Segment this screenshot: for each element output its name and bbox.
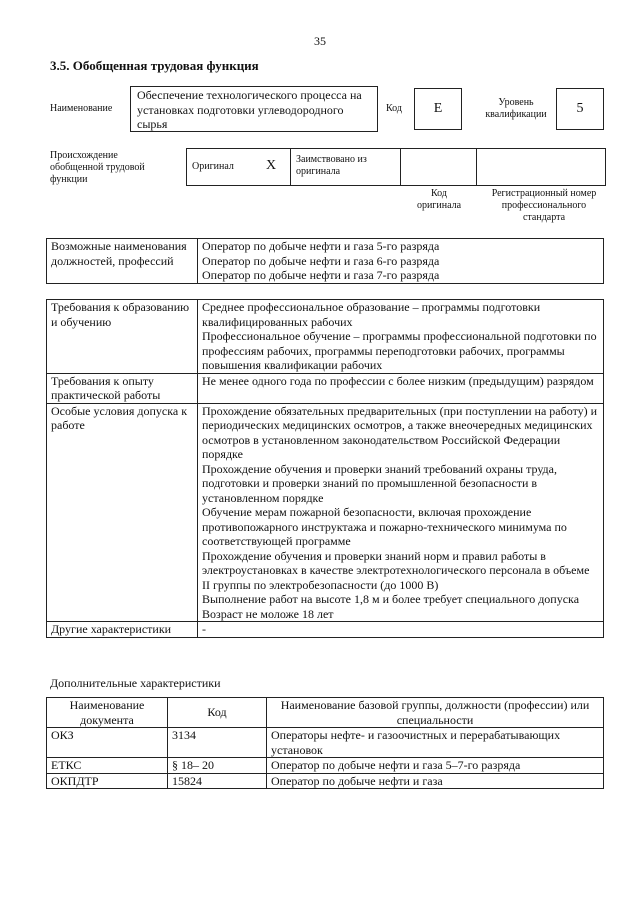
req-value-experience: Не менее одного года по профессии с более низким (предыдущим) разрядом — [198, 373, 604, 403]
req-value-other: - — [198, 622, 604, 638]
reg-number-label: Регистрационный номер профессионального стандарта — [491, 188, 597, 223]
cell-document: ОКПДТР — [47, 773, 168, 789]
requirements-table — [46, 299, 604, 638]
function-name: Обеспечение технологического процесса на установках подготовки углеводородного сырья — [137, 88, 362, 131]
page-number: 35 — [314, 34, 326, 48]
level-label: Уровень квалификации — [485, 97, 547, 120]
cell-name: Операторы нефте- и газоочистных и перерабатывающих установок — [267, 728, 604, 758]
req-value-admission: Прохождение обязательных предварительных (при поступлении на работу) и периодических медицинских осмотров, а также внеочередных медицинских осмотров в установленном законодательством Российской Федерации порядке Прохождение обучения и проверки знаний требований охраны труда, подготовки и проверки знаний по промышленной безопасности в установленном порядке Обучение мерам пожарной безопасности, включая прохождение противопожарного инструктажа и пожарно-технического минимума по соответствующей программе Прохождение обучения и проверки знаний норм и правил работы в электроустановках в качестве электротехнологического персонала в объеме II группы по электробезопасности (до 1000 В) Выполнение работ на высоте 1,8 м и более требует специального допуска Возраст не моложе 18 лет — [198, 403, 604, 622]
positions-list — [198, 239, 604, 284]
section-title: 3.5. Обобщенная трудовая функция — [50, 58, 259, 73]
name-label: Наименование — [50, 103, 113, 114]
req-label-admission: Особые условия допуска к работе — [47, 403, 198, 622]
cell-code: 3134 — [168, 728, 267, 758]
table-row — [47, 773, 604, 789]
col-header-code: Код — [168, 698, 267, 728]
additional-title: Дополнительные характеристики — [50, 676, 221, 690]
level-box — [556, 88, 604, 130]
req-label-experience: Требования к опыту практической работы — [47, 373, 198, 403]
cell-code: 15824 — [168, 773, 267, 789]
position-item: Оператор по добыче нефти и газа 5-го разряда — [202, 239, 440, 253]
req-value-education: Среднее профессиональное образование – программы подготовки квалифицированных рабочих Профессиональное обучение – программы профессиональной подготовки по профессиям рабочих, программы переподготовки рабочих, программы повышения квалификации рабочих — [198, 300, 604, 374]
cell-code: § 18– 20 — [168, 758, 267, 774]
positions-table — [46, 238, 604, 284]
table-row — [47, 728, 604, 758]
cell-document: ОКЗ — [47, 728, 168, 758]
col-header-document: Наименование документа — [47, 698, 168, 728]
table-row — [47, 758, 604, 774]
function-name-box — [130, 86, 378, 132]
position-item: Оператор по добыче нефти и газа 6-го разряда — [202, 253, 440, 268]
original-mark: X — [266, 158, 277, 173]
code-box — [414, 88, 462, 130]
level-value: 5 — [576, 101, 584, 116]
cell-document: ЕТКС — [47, 758, 168, 774]
req-label-education: Требования к образованию и обучению — [47, 300, 198, 374]
additional-table — [46, 697, 604, 789]
col-header-name: Наименование базовой группы, должности (профессии) или специальности — [267, 698, 604, 728]
code-original-label: Код оригинала — [416, 188, 462, 211]
code-label: Код — [386, 103, 402, 114]
req-label-other: Другие характеристики — [47, 622, 198, 638]
origin-box — [186, 148, 606, 186]
original-label: Оригинал — [192, 161, 234, 172]
origin-label: Происхождение обобщенной трудовой функции — [50, 150, 145, 185]
cell-name: Оператор по добыче нефти и газа 5–7-го разряда — [267, 758, 604, 774]
borrowed-label: Заимствовано из оригинала — [296, 154, 367, 177]
position-item: Оператор по добыче нефти и газа 7-го разряда — [202, 268, 440, 282]
code-value: E — [433, 101, 443, 116]
positions-label: Возможные наименования должностей, профессий — [47, 239, 198, 284]
cell-name: Оператор по добыче нефти и газа — [267, 773, 604, 789]
